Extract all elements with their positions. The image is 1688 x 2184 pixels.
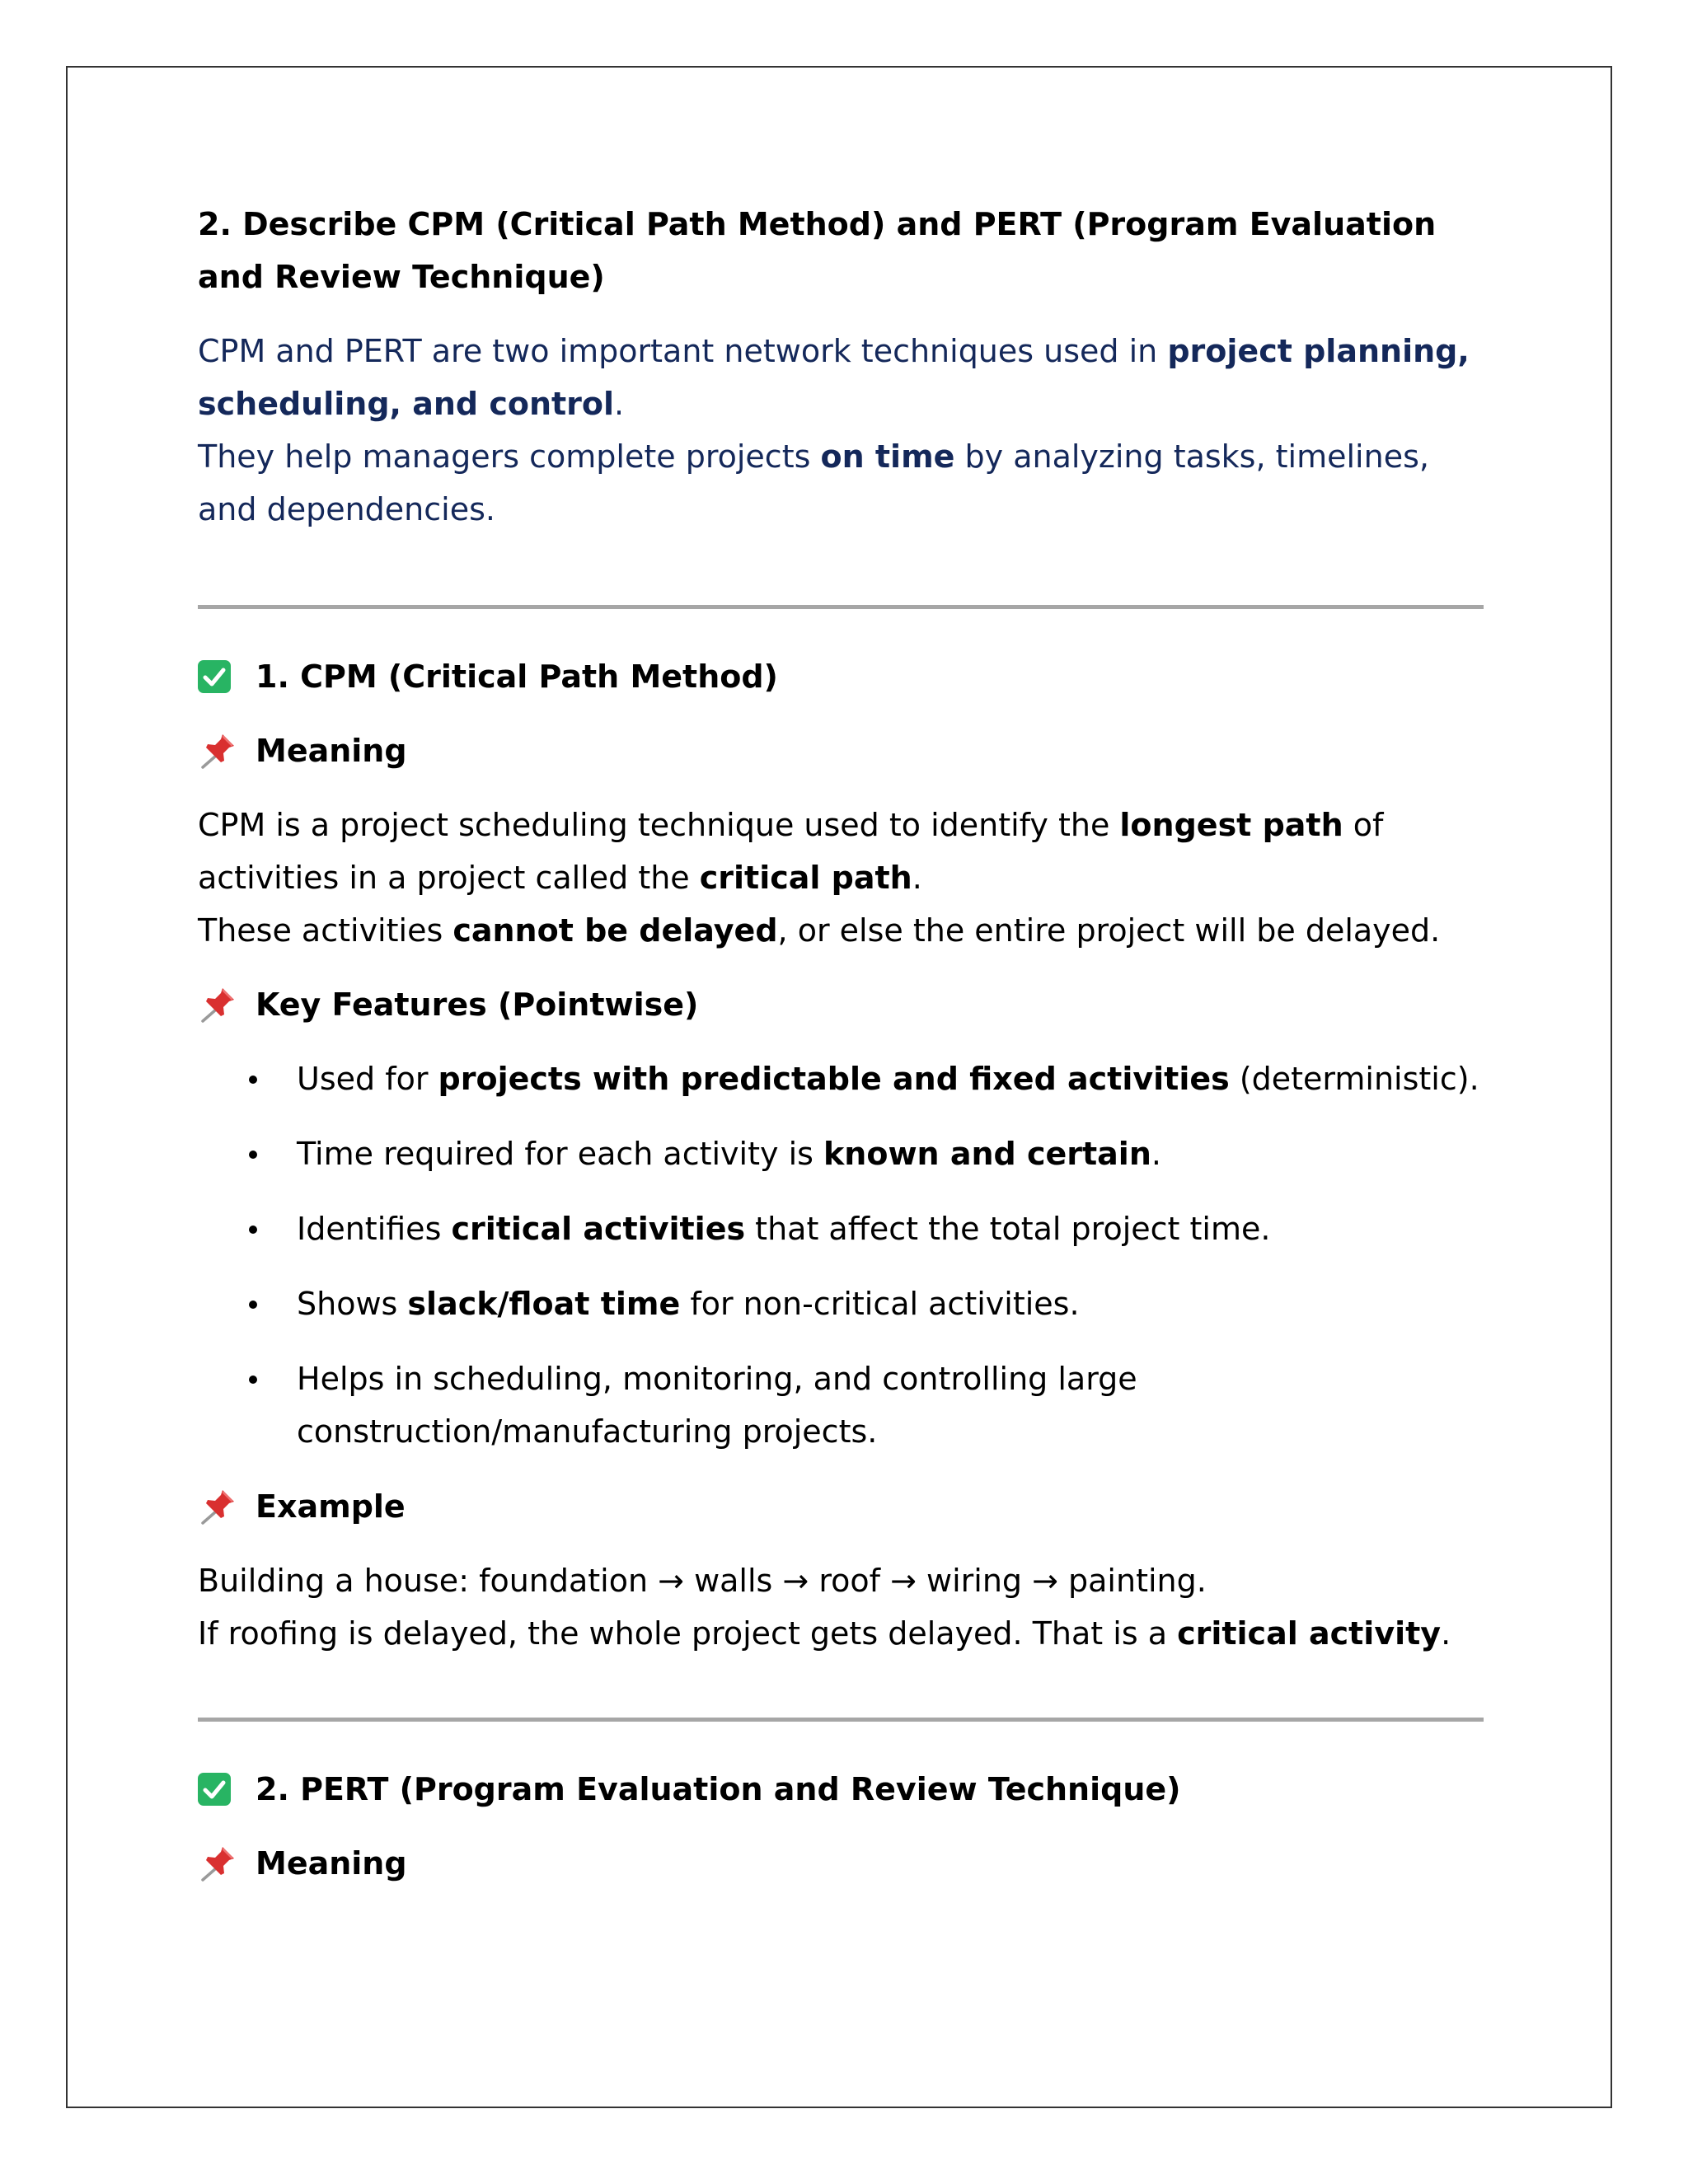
intro-emphasis: on time [820,438,955,475]
body-emphasis: critical path [699,860,912,896]
cpm-features-list [198,1052,1484,1458]
cpm-example-heading [198,1480,1484,1533]
body-text: Identifies [297,1211,452,1247]
pert-heading-label: 2. PERT (Program Evaluation and Review Technique) [256,1771,1181,1807]
body-text: These activities [198,912,453,949]
intro-text: They help managers complete projects [198,438,821,475]
intro-text: by analyzing tasks, timelines, and dependencies. [198,438,1429,527]
cpm-example-paragraph [198,1554,1484,1660]
pert-meaning-label: Meaning [256,1845,407,1882]
body-text: Time required for each activity is [297,1136,824,1172]
body-emphasis: critical activity [1177,1615,1442,1652]
pushpin-icon [198,731,237,771]
intro-text: CPM and PERT are two important network techniques used in [198,333,1168,369]
body-text: . [912,860,922,896]
body-text: If roofing is delayed, the whole project gets delayed. That is a [198,1615,1178,1652]
list-item [198,1352,1484,1458]
list-item [198,1277,1484,1330]
cpm-features-heading [198,978,1484,1031]
cpm-heading [198,650,1484,703]
body-emphasis: known and certain [823,1136,1151,1172]
cpm-heading-label: 1. CPM (Critical Path Method) [256,658,778,695]
body-text: CPM is a project scheduling technique used to identify the [198,807,1120,843]
body-emphasis: critical activities [451,1211,746,1247]
pushpin-icon [198,1487,237,1526]
body-emphasis: projects with predictable and fixed activities [438,1061,1230,1097]
cpm-features-label: Key Features (Pointwise) [256,987,699,1023]
body-text: Shows [297,1286,408,1322]
section-divider [198,1718,1484,1722]
body-text: Building a house: foundation → walls → roof → wiring → painting. [198,1563,1207,1599]
pert-heading [198,1763,1484,1816]
body-text: Used for [297,1061,438,1097]
body-text: Helps in scheduling, monitoring, and controlling large construction/manufacturing projects. [297,1361,1137,1450]
body-text: (deterministic). [1229,1061,1479,1097]
pushpin-icon [198,985,237,1024]
body-emphasis: longest path [1119,807,1343,843]
pert-meaning-heading [198,1837,1484,1890]
section-divider [198,605,1484,609]
document-content [198,198,1484,1911]
check-mark-button-icon [198,1773,231,1806]
body-emphasis: slack/float time [407,1286,681,1322]
body-text: that affect the total project time. [745,1211,1271,1247]
cpm-meaning-label: Meaning [256,733,407,769]
cpm-meaning-heading [198,724,1484,777]
intro-paragraph [198,325,1484,536]
cpm-example-label: Example [256,1488,406,1525]
cpm-meaning-paragraph [198,799,1484,957]
body-text: for non-critical activities. [680,1286,1080,1322]
body-text: of activities in a project called the [198,807,1384,896]
question-title: 2. Describe CPM (Critical Path Method) and PERT (Program Evaluation and Review Technique) [198,206,1437,295]
cpm-example-text [198,1554,1484,1660]
intro-text: . [614,386,625,422]
body-text: . [1151,1136,1161,1172]
intro-emphasis: project planning, scheduling, and control [198,333,1470,422]
list-item [198,1052,1484,1105]
pushpin-icon [198,1844,237,1883]
list-item [198,1202,1484,1255]
cpm-meaning-text [198,799,1484,957]
body-text: . [1441,1615,1451,1652]
body-emphasis: cannot be delayed [452,912,778,949]
check-mark-button-icon [198,660,231,693]
list-item [198,1127,1484,1180]
body-text: , or else the entire project will be delayed. [777,912,1441,949]
